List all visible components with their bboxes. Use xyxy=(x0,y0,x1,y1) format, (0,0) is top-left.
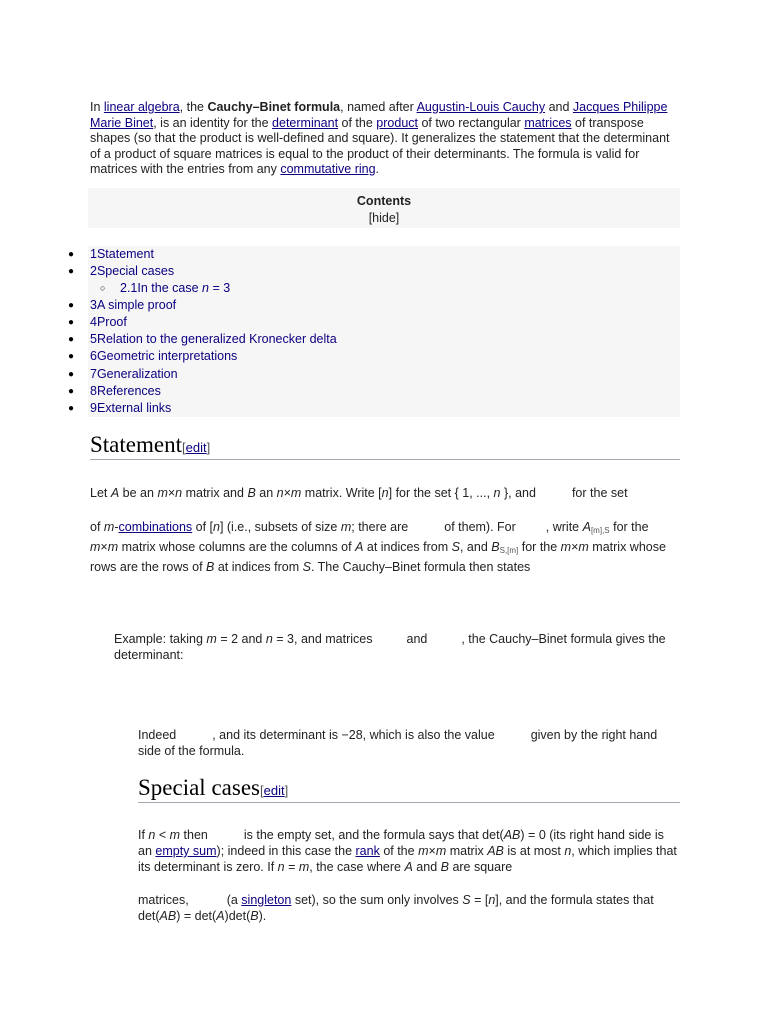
toc-label: Special cases xyxy=(96,264,175,278)
text: are square xyxy=(448,860,513,874)
toc-num: 7 xyxy=(90,367,97,381)
text: (a xyxy=(226,893,242,907)
text: matrix xyxy=(446,844,488,858)
circle-bullet-icon: ○ xyxy=(100,283,106,293)
var: m xyxy=(340,520,352,534)
bullet-icon: ● xyxy=(68,300,75,311)
text: - xyxy=(114,520,119,534)
toc-item-geometric[interactable] xyxy=(68,348,238,365)
var: m xyxy=(290,486,302,500)
text: matrix whose columns are the columns of xyxy=(118,540,356,554)
toc-num: 4 xyxy=(90,315,97,329)
text: is at most xyxy=(503,844,565,858)
indeed-paragraph xyxy=(138,727,680,759)
statement-paragraph-1 xyxy=(90,485,690,501)
text: = 3, and matrices xyxy=(272,632,373,646)
text: an xyxy=(255,486,277,500)
var: m xyxy=(103,520,115,534)
var: AB xyxy=(159,909,177,923)
var: m xyxy=(560,540,572,554)
bracket: ] xyxy=(284,783,289,798)
text: ] for the set { 1, ..., xyxy=(388,486,494,500)
intro-text: , is an identity for the xyxy=(153,115,273,130)
statement-paragraph-2 xyxy=(90,519,680,575)
text: , and xyxy=(459,540,492,554)
text: )det( xyxy=(224,909,251,923)
var: n xyxy=(213,520,220,534)
var: A xyxy=(404,860,413,874)
text: = 2 and xyxy=(216,632,266,646)
toc-label: A simple proof xyxy=(96,298,177,312)
toc-num: 9 xyxy=(90,401,97,415)
var: S xyxy=(302,560,311,574)
toc-num: 5 xyxy=(90,332,97,346)
text: Example: taking xyxy=(114,632,207,646)
var: B xyxy=(206,560,215,574)
var: n xyxy=(564,844,572,858)
text: ) = 0 (its right hand side is an xyxy=(138,828,664,858)
toc-label: Relation to the generalized Kronecker delta xyxy=(96,332,337,346)
text: and xyxy=(412,860,441,874)
toc-label: In the case xyxy=(137,281,203,295)
bracket: ] xyxy=(206,440,211,455)
text: ). xyxy=(258,909,267,923)
toc-item-kronecker[interactable] xyxy=(68,331,337,348)
link-binet[interactable]: Jacques Philippe Marie Binet xyxy=(90,100,668,130)
toc-num: 8 xyxy=(90,384,97,398)
link-empty-sum[interactable]: empty sum xyxy=(155,844,217,858)
toc-list xyxy=(68,246,680,417)
intro-text: In xyxy=(90,100,104,114)
text: < xyxy=(155,828,170,842)
intro-text: , named after xyxy=(340,100,417,114)
heading-text: Special cases xyxy=(138,775,260,800)
example-paragraph xyxy=(114,631,680,663)
link-combinations[interactable]: combinations xyxy=(118,520,193,534)
text: given by the right hand side of the formula. xyxy=(138,728,658,758)
toc-num: 6 xyxy=(90,349,97,363)
toc-label: Statement xyxy=(96,247,154,261)
var: B xyxy=(491,540,500,554)
var: B xyxy=(440,860,449,874)
link-rank[interactable]: rank xyxy=(355,844,380,858)
text: matrix whose rows are the rows of xyxy=(90,540,666,574)
bullet-icon: ● xyxy=(68,317,75,328)
link-singleton[interactable]: singleton xyxy=(241,893,292,907)
text: × xyxy=(100,540,108,554)
var: n xyxy=(277,860,285,874)
text: × xyxy=(167,486,176,500)
special-paragraph-1 xyxy=(138,827,680,875)
toc-item-statement[interactable] xyxy=(68,246,154,263)
var: m xyxy=(157,486,168,500)
toc-hide-toggle[interactable]: [hide] xyxy=(368,211,400,225)
var: m xyxy=(169,828,181,842)
var: n xyxy=(276,486,284,500)
text: Indeed xyxy=(138,728,177,742)
article-subject: Cauchy–Binet formula xyxy=(207,100,341,114)
intro-text: of the xyxy=(338,115,377,130)
toc-label-tail: = 3 xyxy=(208,281,231,295)
toc-item-generalization[interactable] xyxy=(68,366,178,383)
section-heading-special-cases xyxy=(138,775,680,803)
toc-label: Generalization xyxy=(96,367,178,381)
text: , the case where xyxy=(309,860,405,874)
var: n xyxy=(493,486,501,500)
bullet-icon: ● xyxy=(68,334,75,345)
edit-section xyxy=(260,783,288,798)
bracket: [ xyxy=(259,783,264,798)
text: . The Cauchy–Binet formula then states xyxy=(310,560,531,574)
var: A xyxy=(110,486,120,500)
bullet-icon: ● xyxy=(68,403,75,414)
bullet-icon: ● xyxy=(68,266,75,277)
var: m xyxy=(298,860,310,874)
text: × xyxy=(283,486,291,500)
var: AB xyxy=(503,828,521,842)
toc-num: 2.1 xyxy=(120,281,138,295)
text: × xyxy=(428,844,436,858)
toc-num: 1 xyxy=(90,247,97,261)
toc-label-var: n xyxy=(202,281,209,295)
subscript: [m],S xyxy=(590,526,610,535)
text: and xyxy=(406,632,428,646)
edit-section xyxy=(182,440,210,455)
var: n xyxy=(265,632,273,646)
var: B xyxy=(250,909,259,923)
text: , write xyxy=(545,520,583,534)
text: ], and the formula states that det( xyxy=(138,893,654,923)
link-product[interactable]: product xyxy=(376,115,418,130)
toc-num: 3 xyxy=(90,298,97,312)
text: is the empty set, and the formula says that det( xyxy=(243,828,504,842)
text: = [ xyxy=(470,893,489,907)
heading-text: Statement xyxy=(90,432,182,457)
toc-label: Geometric interpretations xyxy=(96,349,238,363)
link-linear-algebra[interactable]: linear algebra xyxy=(103,100,180,114)
text: for the xyxy=(518,540,561,554)
text: set), so the sum only involves xyxy=(291,893,463,907)
text: at indices from xyxy=(363,540,452,554)
text: matrix. Write [ xyxy=(301,486,382,500)
text: }, and xyxy=(500,486,536,500)
text: of them). For xyxy=(444,520,516,534)
var: A xyxy=(355,540,364,554)
text: If xyxy=(138,828,149,842)
bullet-icon: ● xyxy=(68,351,75,362)
edit-link[interactable]: edit xyxy=(185,440,207,455)
intro-text: , the xyxy=(179,100,208,114)
var: A xyxy=(582,520,591,534)
var: S xyxy=(451,540,460,554)
toc-item-case-n3[interactable] xyxy=(100,280,231,297)
text: , and its determinant is −28, which is also the value xyxy=(212,728,495,742)
link-determinant[interactable]: determinant xyxy=(272,115,339,130)
var: m xyxy=(206,632,217,646)
intro-text: . xyxy=(375,162,380,176)
edit-link[interactable]: edit xyxy=(263,783,285,798)
text: at indices from xyxy=(214,560,303,574)
bullet-icon: ● xyxy=(68,386,75,397)
text: be an xyxy=(119,486,158,500)
section-heading-statement xyxy=(90,432,680,460)
text: ); indeed in this case the xyxy=(216,844,356,858)
link-cauchy[interactable]: Augustin-Louis Cauchy xyxy=(416,100,546,114)
intro-paragraph xyxy=(90,100,680,178)
toc-title: Contents xyxy=(356,194,412,208)
text: of the xyxy=(379,844,419,858)
toc-item-proof[interactable] xyxy=(68,314,127,331)
subscript: S,[m] xyxy=(499,546,519,555)
text: of xyxy=(90,520,104,534)
text: , which implies that its determinant is zero. If xyxy=(138,844,677,874)
var: B xyxy=(247,486,256,500)
text: ) = det( xyxy=(176,909,217,923)
text: matrices, xyxy=(138,893,189,907)
var: m xyxy=(578,540,589,554)
link-matrices[interactable]: matrices xyxy=(524,115,572,130)
var: n xyxy=(488,893,496,907)
text: for the set xyxy=(571,486,628,500)
link-commutative-ring[interactable]: commutative ring xyxy=(280,162,376,176)
text: of [ xyxy=(192,520,213,534)
text: , the Cauchy–Binet formula gives the determinant: xyxy=(114,632,666,662)
var: m xyxy=(107,540,119,554)
var: n xyxy=(148,828,156,842)
var: S xyxy=(462,893,471,907)
var: m xyxy=(435,844,447,858)
toc-item-external-links[interactable] xyxy=(68,400,172,417)
var: A xyxy=(216,909,225,923)
text: matrix and xyxy=(182,486,248,500)
text: then xyxy=(180,828,208,842)
bullet-icon: ● xyxy=(68,249,75,260)
var: n xyxy=(381,486,389,500)
toc-label: Proof xyxy=(96,315,127,329)
text: × xyxy=(571,540,579,554)
text: = xyxy=(284,860,299,874)
toc-item-references[interactable] xyxy=(68,383,161,400)
var: n xyxy=(175,486,183,500)
var: m xyxy=(418,844,429,858)
toc-header xyxy=(88,188,680,228)
text: ; there are xyxy=(351,520,409,534)
text: ] (i.e., subsets of size xyxy=(219,520,341,534)
intro-text: and xyxy=(545,100,573,114)
special-paragraph-2 xyxy=(138,892,680,924)
toc-item-simple-proof[interactable] xyxy=(68,297,177,314)
toc-item-special-cases[interactable] xyxy=(68,263,175,280)
toc-num: 2 xyxy=(90,264,97,278)
intro-text: of transpose shapes (so that the product is well-defined and square). It generalizes the statement that the determinant of a product of square matrices is equal to the product of their determinants. The formula is valid for matrices with the entries from any xyxy=(90,115,670,176)
bracket: [ xyxy=(181,440,186,455)
text: Let xyxy=(90,486,111,500)
bullet-icon: ● xyxy=(68,369,75,380)
toc-label: External links xyxy=(96,401,172,415)
var: m xyxy=(90,540,101,554)
intro-text: of two rectangular xyxy=(418,115,525,130)
var: AB xyxy=(487,844,504,858)
text: for the xyxy=(609,520,649,534)
toc-label: References xyxy=(96,384,161,398)
